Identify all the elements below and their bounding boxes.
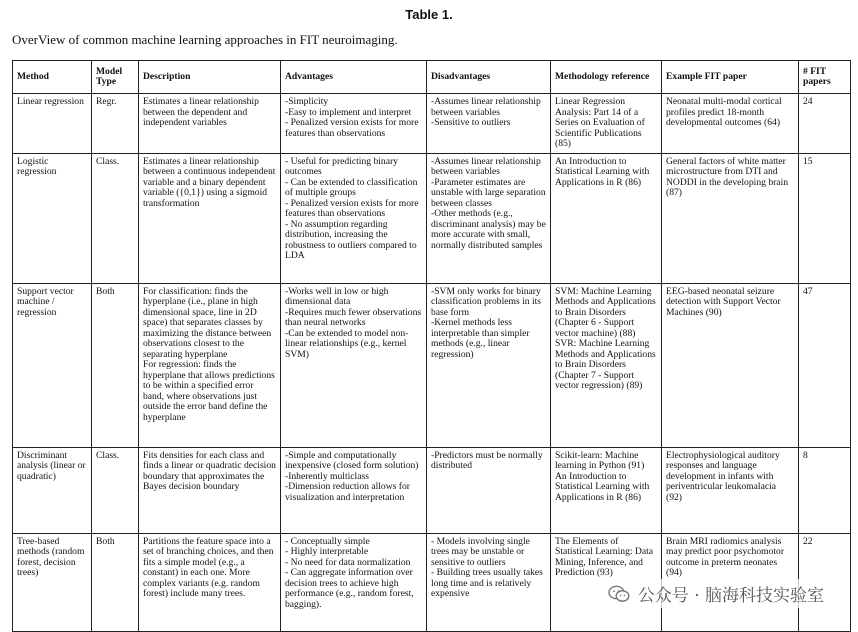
reference-line: Scikit-learn: Machine learning in Python (91): [555, 449, 645, 471]
cell-disadvantages: [427, 153, 551, 283]
cell-example: Neonatal multi-modal cortical profiles predict 18-month developmental outcomes (64): [662, 94, 799, 154]
cell-count: 15: [799, 153, 851, 283]
advantages-line: - No assumption regarding distribution, increasing the robustness to outliers compared to LDA: [285, 218, 417, 261]
cell-count: 47: [799, 283, 851, 447]
header-method: Method: [13, 61, 92, 94]
header-model-type: Model Type: [92, 61, 139, 94]
advantages-line: - Can be extended to classification of multiple groups: [285, 176, 418, 198]
cell-advantages: [281, 94, 427, 154]
cell-disadvantages: [427, 283, 551, 447]
advantages-line: - No need for data normalization: [285, 556, 411, 568]
cell-example: Electrophysiological auditory responses and language development in infants with periventricular leukomalacia (92): [662, 447, 799, 533]
reference-line: SVM: Machine Learning Methods and Applications to Brain Disorders (Chapter 6 - Support vector machine) (88): [555, 285, 656, 339]
advantages-line: -Works well in low or high dimensional data: [285, 285, 389, 307]
cell-method: Linear regression: [13, 94, 92, 154]
cell-advantages: [281, 533, 427, 631]
cell-reference: [551, 94, 662, 154]
description-line: Estimates a linear relationship between the dependent and independent variables: [143, 96, 259, 128]
advantages-line: -Requires much fewer observations than neural networks: [285, 306, 422, 328]
description-line: For regression: finds the hyperplane that allows predictions to be within a specified error band, where observations just outside the error band define the hyperplane: [143, 359, 275, 423]
advantages-line: - Penalized version exists for more features than observations: [285, 117, 419, 139]
cell-disadvantages: [427, 94, 551, 154]
cell-model-type: Both: [92, 533, 139, 631]
disadvantages-line: -Kernel methods less interpretable than simpler methods (e.g., linear regression): [431, 317, 530, 360]
cell-disadvantages: [427, 447, 551, 533]
cell-reference: [551, 447, 662, 533]
cell-count: 24: [799, 94, 851, 154]
cell-disadvantages: [427, 533, 551, 631]
cell-model-type: Class.: [92, 447, 139, 533]
cell-description: [139, 447, 281, 533]
advantages-line: - Useful for predicting binary outcomes: [285, 155, 398, 177]
cell-description: [139, 533, 281, 631]
disadvantages-line: -Assumes linear relationship between variables: [431, 96, 541, 118]
cell-model-type: Both: [92, 283, 139, 447]
cell-count: 8: [799, 447, 851, 533]
disadvantages-line: -Parameter estimates are unstable with large separation between classes: [431, 176, 546, 209]
ml-approaches-table: [12, 60, 851, 632]
cell-example: General factors of white matter microstructure from DTI and NODDI in the developing brain (87): [662, 153, 799, 283]
table-row: [13, 153, 851, 283]
header-methodology-reference: Methodology reference: [551, 61, 662, 94]
cell-example: EEG-based neonatal seizure detection with Support Vector Machines (90): [662, 283, 799, 447]
wechat-icon: [608, 585, 630, 603]
cell-model-type: Class.: [92, 153, 139, 283]
disadvantages-line: - Building trees usually takes long time and is relatively expensive: [431, 567, 543, 599]
cell-model-type: Regr.: [92, 94, 139, 154]
table-caption: OverView of common machine learning approaches in FIT neuroimaging.: [12, 32, 398, 47]
cell-description: [139, 94, 281, 154]
description-line: Partitions the feature space into a set of branching choices, and then fits a simple model (e.g., a constant) in each one. More complex variants (e.g. random forest) include many trees.: [143, 535, 274, 599]
cell-count: 22: [799, 533, 851, 631]
header-description: Description: [139, 61, 281, 94]
cell-example: Brain MRI radiomics analysis may predict poor psychomotor outcome in preterm neonates (94): [662, 533, 799, 631]
advantages-line: - Highly interpretable: [285, 546, 369, 557]
table-row: [13, 447, 851, 533]
cell-method: Support vector machine / regression: [13, 283, 92, 447]
cell-method: Tree-based methods (random forest, decision trees): [13, 533, 92, 631]
cell-description: [139, 153, 281, 283]
advantages-line: - Conceptually simple: [285, 535, 370, 547]
header-row: [13, 61, 851, 94]
description-line: For classification: finds the hyperplane (i.e., plane in high dimensional space, line in 2D space) that separates classes by maximizing the distance between observations closest to the separating hyperplane: [143, 285, 272, 360]
cell-reference: [551, 153, 662, 283]
watermark-text: 公众号 · 脑海科技实验室: [637, 586, 824, 606]
cell-method: Discriminant analysis (linear or quadratic): [13, 447, 92, 533]
disadvantages-line: - Models involving single trees may be unstable or sensitive to outliers: [431, 535, 530, 568]
description-line: Estimates a linear relationship between a continuous independent variable and a binary dependent variable ({0,1}) using a sigmoid transformation: [143, 155, 276, 209]
disadvantages-line: -Other methods (e.g., discriminant analysis) may be more accurate with small, normally distributed samples: [431, 208, 546, 251]
disadvantages-line: -Assumes linear relationship between variables: [431, 155, 541, 177]
header-example-paper: Example FIT paper: [662, 61, 799, 94]
advantages-line: -Simplicity: [285, 96, 329, 107]
advantages-line: - Can aggregate information over decision trees to achieve high performance (e.g., random forest, bagging).: [285, 567, 414, 610]
advantages-line: -Can be extended to model non-linear relationships (e.g., kernel SVM): [285, 327, 409, 360]
header-disadvantages: Disadvantages: [427, 61, 551, 94]
cell-method: Logistic regression: [13, 153, 92, 283]
advantages-line: - Penalized version exists for more features than observations: [285, 197, 419, 219]
header-advantages: Advantages: [281, 61, 427, 94]
cell-advantages: [281, 447, 427, 533]
cell-advantages: [281, 153, 427, 283]
advantages-line: -Inherently multiclass: [285, 470, 369, 482]
header-paper-count: # FIT papers: [799, 61, 851, 94]
reference-line: The Elements of Statistical Learning: Data Mining, Inference, and Prediction (93): [555, 535, 654, 578]
disadvantages-line: -SVM only works for binary classification problems in its base form: [431, 285, 542, 318]
table-row: [13, 94, 851, 154]
cell-reference: [551, 283, 662, 447]
table-row: [13, 283, 851, 447]
table-title: Table 1.: [405, 7, 453, 22]
advantages-line: -Easy to implement and interpret: [285, 106, 412, 118]
cell-description: [139, 283, 281, 447]
reference-line: An Introduction to Statistical Learning with Applications in R (86): [555, 155, 650, 188]
disadvantages-line: -Predictors must be normally distributed: [431, 449, 543, 471]
reference-line: SVR: Machine Learning Methods and Applications to Brain Disorders (Chapter 7 - Support vector regression) (89): [555, 338, 656, 391]
reference-line: Linear Regression Analysis: Part 14 of a Series on Evaluation of Scientific Publications (85): [555, 96, 645, 149]
advantages-line: -Simple and computationally inexpensive (closed form solution): [285, 449, 419, 471]
advantages-line: -Dimension reduction allows for visualization and interpretation: [285, 481, 410, 503]
description-line: Fits densities for each class and finds a linear or quadratic decision boundary that approximates the Bayes decision boundary: [143, 449, 276, 492]
disadvantages-line: -Sensitive to outliers: [431, 117, 511, 128]
cell-advantages: [281, 283, 427, 447]
reference-line: An Introduction to Statistical Learning with Applications in R (86): [555, 470, 650, 503]
wechat-watermark: [604, 579, 828, 608]
